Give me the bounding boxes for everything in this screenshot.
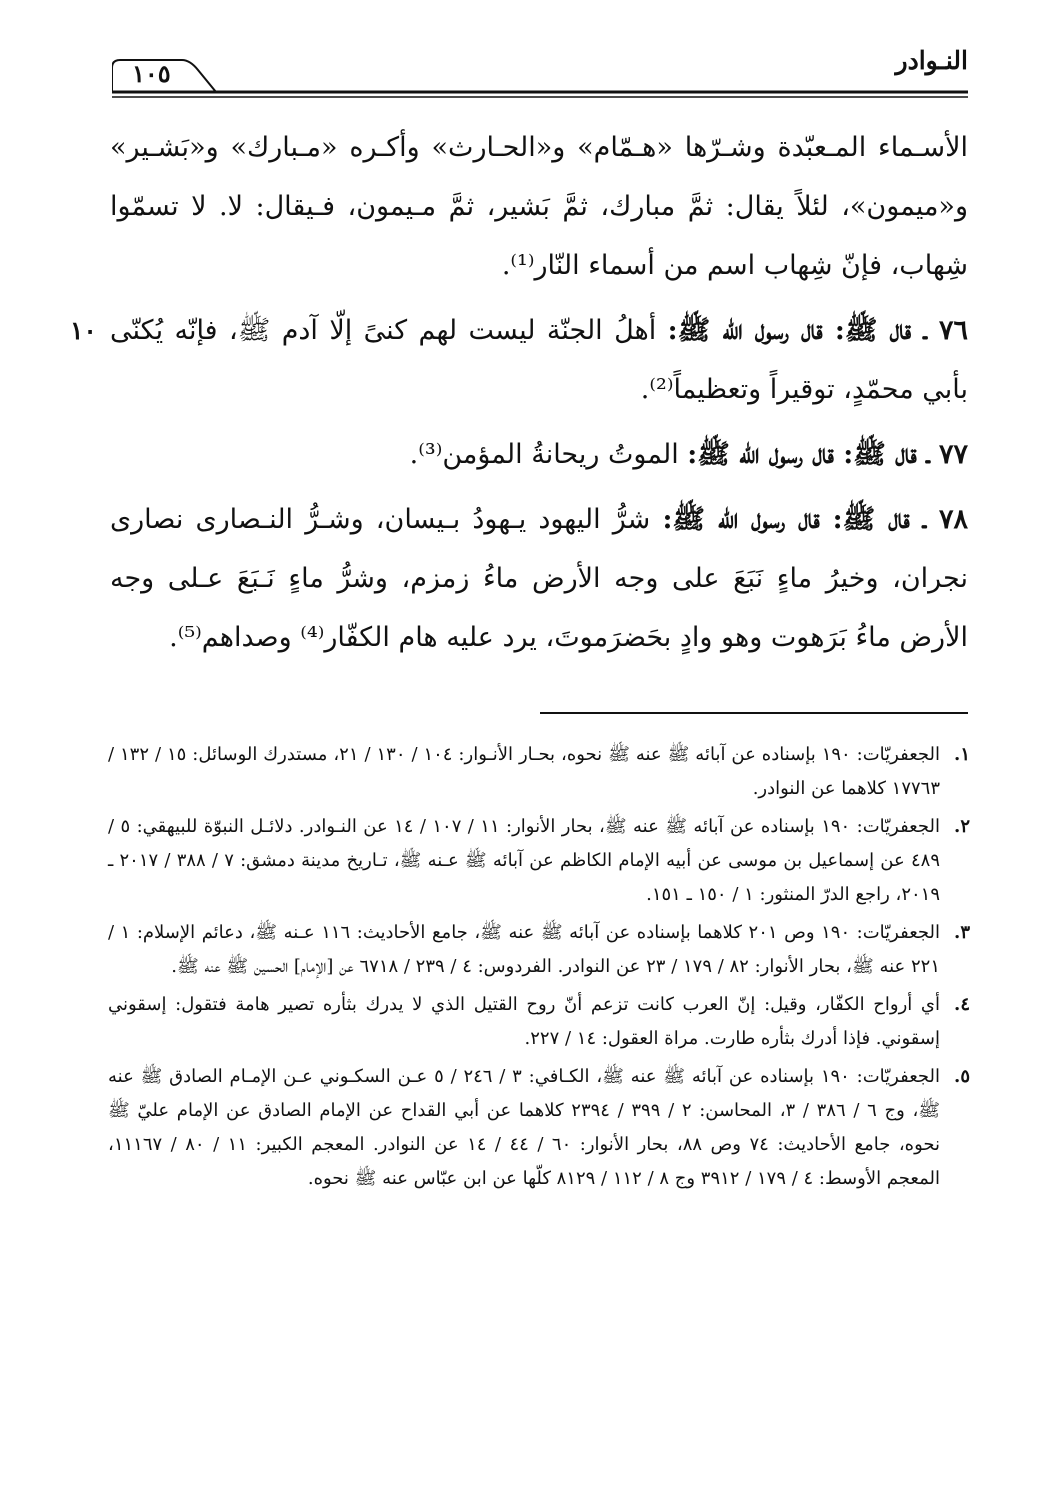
header-rule <box>112 40 968 98</box>
running-title: النـوادر <box>895 46 968 75</box>
footnote-2 <box>108 810 970 912</box>
footnote-number: ٢. <box>954 816 970 837</box>
hadith-76 <box>70 301 968 419</box>
footnote-text: الجعفريّات: ١٩٠ بإسناده عن آبائه ﷺ عنه ﷺ نحوه، بحـار الأنـوار: ١٠٤ / ١٣٠ / ٢١، مستدرك الوسائل: ١٥ / ١٣٢ / ١٧٧٦٣ كلاهما عن النوادر. <box>108 744 940 799</box>
hadith-78 <box>110 490 968 667</box>
hadith-76-text: أهلُ الجنّة ليست لهم كنىً إلّا آدم ﷺ، فإنّه يُكنّى بأبي محمّدٍ، توقيراً وتعظيماً⁽²⁾. <box>110 315 968 405</box>
footnote-text: الجعفريّات: ١٩٠ وص ٢٠١ كلاهما بإسناده عن آبائه ﷺ عنه ﷺ، جامع الأحاديث: ١١٦ عـنه ﷺ، دعائم الإسلام: ١ / ٢٢١ عنه ﷺ، بحار الأنوار: ٨٢ / ١٧٩ / ٢٣ عن النوادر. الفردوس: ٤ / ٢٣٩ / ٦٧١٨ عن [الإمام] الحسين ﷺ عنه ﷺ. <box>108 922 941 977</box>
hadith-78-text: شرُّ اليهود يـهودُ بـيسان، وشـرُّ النـصارى نصارى نجران، وخيرُ ماءٍ نَبَعَ على وجه الأرض ماءُ زمزم، وشرُّ ماءٍ نَـبَعَ عـلى وجه الأرض ماءُ بَرَهوت وهو وادٍ بحَضرَموتَ، يرد عليه هام الكفّار⁽⁴⁾ وصداهم⁽⁵⁾. <box>110 504 968 653</box>
main-text <box>70 118 968 673</box>
footnote-1 <box>108 738 970 806</box>
margin-line-number: ١٠ <box>70 316 97 345</box>
page-header <box>112 40 968 98</box>
footnote-5 <box>108 1060 970 1196</box>
hadith-78-prefix: ٧٨ ـ قال ﷺ: قال رسول الله ﷺ: <box>662 504 968 535</box>
hadith-76-prefix: ٧٦ ـ قال ﷺ: قال رسول الله ﷺ: <box>667 315 968 346</box>
footnotes-list <box>108 738 970 1200</box>
hadith-77-prefix: ٧٧ ـ قال ﷺ: قال رسول الله ﷺ: <box>687 439 968 470</box>
hadith-77 <box>110 425 968 484</box>
page-number: ١٠٥ <box>132 59 171 88</box>
footnote-number: ٤. <box>954 994 970 1015</box>
footnote-text: أي أرواح الكفّار، وقيل: إنّ العرب كانت تزعم أنّ روح القتيل الذي لا يدرك بثأره تصير هامة فتقول: إسقوني إسقوني. فإذا أدرك بثأره طارت. مراة العقول: ١٤ / ٢٢٧. <box>108 994 940 1049</box>
footnote-4 <box>108 988 970 1056</box>
footnote-number: ٣. <box>954 922 970 943</box>
footnote-3 <box>108 916 970 984</box>
footnote-separator <box>540 712 968 714</box>
footnote-number: ٥. <box>954 1066 970 1087</box>
footnote-number: ١. <box>954 744 970 765</box>
footnote-text: الجعفريّات: ١٩٠ بإسناده عن آبائه ﷺ عنه ﷺ، الكـافي: ٣ / ٢٤٦ / ٥ عـن السكـوني عـن الإمـام الصادق ﷺ عنه ﷺ، وج ٦ / ٣٨٦ / ٣، المحاسن: ٢ / ٣٩٩ / ٢٣٩٤ كلاهما عن أبي القداح عن الإمام الصادق عن الإمام عليّ ﷺ نحوه، جامع الأحاديث: ٧٤ وص ٨٨، بحار الأنوار: ٦٠ / ٤٤ / ١٤ عن النوادر. المعجم الكبير: ١١ / ٨٠ / ١١١٦٧، المعجم الأوسط: ٤ / ١٧٩ / ٣٩١٢ وج ٨ / ١١٢ / ٨١٢٩ كلّها عن ابن عبّاس عنه ﷺ نحوه. <box>108 1066 941 1189</box>
paragraph-names: الأسـماء المـعبّدة وشـرّها «هـمّام» و«الحـارث» وأكـره «مـبارك» و«بَشـير» و«ميمون»، لئلاً يقال: ثمَّ مبارك، ثمَّ بَشير، ثمَّ مـيمون، فـيقال: لا. لا تسمّوا شِهاب، فإنّ شِهاب اسم من أسماء النّار⁽¹⁾. <box>110 132 968 281</box>
hadith-77-text: الموتُ ريحانةُ المؤمن⁽³⁾. <box>409 439 688 470</box>
footnote-text: الجعفريّات: ١٩٠ بإسناده عن آبائه ﷺ عنه ﷺ، بحار الأنوار: ١١ / ١٠٧ / ١٤ عن النـوادر. دلائـل النبوّة للبيهقي: ٥ / ٤٨٩ عن إسماعيل بن موسى عن أبيه الإمام الكاظم عن آبائه ﷺ عـنه ﷺ، تـاريخ مدينة دمشق: ٧ / ٣٨٨ / ٢٠١٧ ـ ٢٠١٩، راجع الدرّ المنثور: ١ / ١٥٠ ـ ١٥١. <box>108 816 940 905</box>
